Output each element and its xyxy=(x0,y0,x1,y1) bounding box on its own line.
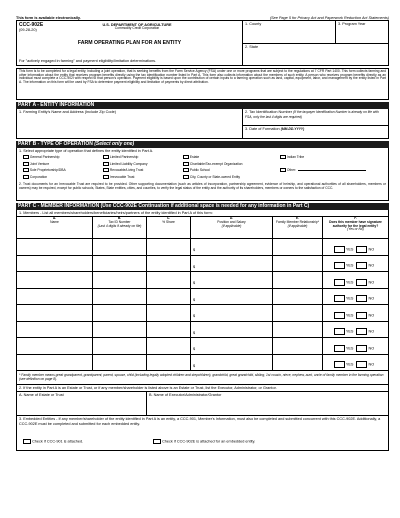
part-c-q2-block xyxy=(17,384,388,415)
no-option[interactable] xyxy=(356,295,374,302)
no-option-label: NO xyxy=(368,280,375,285)
checkbox-icon[interactable] xyxy=(356,295,367,302)
date-formation-label: 3. Date of Formation xyxy=(245,127,280,131)
checkbox-icon[interactable] xyxy=(356,262,367,269)
tax-id-field[interactable] xyxy=(243,109,388,126)
checkbox-icon[interactable] xyxy=(356,279,367,286)
member-family-cell[interactable] xyxy=(273,256,323,273)
date-formation-format: (MM-DD-YYYY) xyxy=(280,127,305,131)
member-rows xyxy=(17,239,388,371)
op-government-entity[interactable]: City, County or State-owned Entity xyxy=(183,175,273,182)
member-family-cell[interactable] xyxy=(273,322,323,339)
checkbox-icon[interactable] xyxy=(334,312,345,319)
member-name-cell[interactable] xyxy=(17,305,93,322)
member-table-header xyxy=(17,217,388,239)
part-b-subtitle: (Select only one) xyxy=(94,140,135,147)
yes-option[interactable] xyxy=(334,312,354,319)
checkbox-icon[interactable] xyxy=(356,361,367,368)
family-member-note: * Family member means great grandparent, grandparent, parent, spouse, child (including legally adopted children and stepchildren), grandchild, great grandchild, sibling, 1st cousin, niece, nephew, aunt, uncle of family member in the farming operation (see definition on page 8). xyxy=(19,373,384,381)
checkbox-icon[interactable] xyxy=(183,155,189,159)
salary-dollar-sign: $ xyxy=(193,363,196,368)
checkbox-icon[interactable] xyxy=(334,262,345,269)
op-general-partnership[interactable]: General Partnership xyxy=(23,155,93,162)
part-b-header xyxy=(16,141,389,148)
yes-option[interactable] xyxy=(334,246,354,253)
tax-id-label: 2. Tax Identification Number xyxy=(245,110,292,114)
header-right xyxy=(243,21,388,65)
yes-option[interactable] xyxy=(334,262,354,269)
member-name-cell[interactable] xyxy=(17,355,93,372)
member-tax-id-cell[interactable] xyxy=(93,322,147,339)
table-row xyxy=(17,338,388,355)
part-a-header: PART A - ENTITY INFORMATION xyxy=(16,102,389,109)
part-c-body xyxy=(16,210,389,451)
part-b-title: PART B - TYPE OF OPERATION xyxy=(18,140,93,147)
tax-id-note: (If the taxpayer Identification Number is already on file with FSA, only the last 4 digits are required) xyxy=(245,110,379,119)
checkbox-icon[interactable] xyxy=(334,246,345,253)
op-corporation[interactable]: Corporation xyxy=(23,175,93,182)
signature-authority-cell xyxy=(323,355,388,372)
member-table xyxy=(17,216,388,371)
member-name-cell[interactable] xyxy=(17,256,93,273)
checkbox-icon[interactable] xyxy=(334,361,345,368)
salary-dollar-sign: $ xyxy=(193,297,196,302)
member-family-cell[interactable] xyxy=(273,305,323,322)
salary-dollar-sign: $ xyxy=(193,330,196,335)
yes-option-label: YES xyxy=(345,346,354,351)
part-c-q1: 1. Members - List all members/shareholders/beneficiaries/heirs/partners of the entity identified in Part A of this form: xyxy=(19,211,213,215)
checkbox-icon[interactable] xyxy=(356,312,367,319)
intro-paragraph: This form is to be completed for a legal entity, including a joint operation, that is seeking benefits from the Farm Service Agency (FSA) under one or more programs that are subject to the regulations at 7 CFR Part 1400. This form collects farming and other information about the entity that receives program benefits directly using the tax identification number listed in Part A. This form also collects information about the members of such entity. A person who receives program benefits directly as an individual must complete a CCC-902I with respect to that person's operation. Payment eligibility is based upon the contribution of certain inputs to a farming operation such as land, capital, equipment, labor, and management by the entity listed in Part A. The information on this form will be used by FSA to determine payment eligibility and limitation of payments by direct attribution. xyxy=(16,68,389,100)
member-position-cell[interactable] xyxy=(191,289,273,306)
col-header-position: D. Position and Salary (If applicable) xyxy=(191,217,273,239)
header-note: For "actively engaged in farming" and payment eligibility/limitation determinations. xyxy=(19,59,157,63)
member-share-cell[interactable] xyxy=(147,289,191,306)
agency-name: U.S. DEPARTMENT OF AGRICULTURE xyxy=(102,22,172,27)
checkbox-icon[interactable] xyxy=(103,168,109,172)
member-tax-id-cell[interactable] xyxy=(93,355,147,372)
no-option-label: NO xyxy=(368,346,375,351)
checkbox-icon[interactable] xyxy=(23,162,29,166)
yes-option-label: YES xyxy=(345,362,354,367)
member-share-cell[interactable] xyxy=(147,272,191,289)
member-share-cell[interactable] xyxy=(147,305,191,322)
checkbox-icon[interactable] xyxy=(153,439,161,444)
no-option-label: NO xyxy=(368,263,375,268)
part-b-q1: 1. Select appropriate type of operation that defines the entity identified in Part A. xyxy=(19,149,154,153)
program-year-field[interactable]: 3. Program Year xyxy=(338,22,366,26)
county-field[interactable]: 1. County xyxy=(243,21,336,43)
checkbox-icon[interactable] xyxy=(183,162,189,166)
member-family-cell[interactable] xyxy=(273,338,323,355)
part-c-q3: 3. Embedded Entities - If any member/shareholder of the entity identified in Part A is an entity, a CCC-901, Member's Information, must also be completed and submitted concurrent with this CCC-902E. Additionally, a CCC-902E must be completed and submitted for each embedded entity. xyxy=(19,417,381,426)
checkbox-icon[interactable] xyxy=(334,295,345,302)
op-joint-venture[interactable]: Joint Venture xyxy=(23,162,93,169)
checkbox-icon[interactable] xyxy=(103,162,109,166)
no-option[interactable] xyxy=(356,361,374,368)
no-option[interactable] xyxy=(356,312,374,319)
checkbox-icon[interactable] xyxy=(356,246,367,253)
col-header-family: E. Family Member Relationship* (If applicable) xyxy=(273,217,323,239)
checkbox-icon[interactable] xyxy=(356,328,367,335)
member-position-cell[interactable] xyxy=(191,355,273,372)
no-option-label: NO xyxy=(368,329,375,334)
checkbox-icon[interactable] xyxy=(103,155,109,159)
yes-option[interactable] xyxy=(334,328,354,335)
header-left xyxy=(17,21,243,65)
operation-col-4 xyxy=(280,155,385,175)
member-position-cell[interactable] xyxy=(191,338,273,355)
part-a-body xyxy=(16,109,389,139)
checkbox-icon[interactable] xyxy=(23,175,29,179)
yes-option-label: YES xyxy=(345,263,354,268)
member-position-cell[interactable] xyxy=(191,272,273,289)
col-header-share: C. % Share xyxy=(147,217,191,239)
no-option-label: NO xyxy=(368,296,375,301)
yes-option[interactable] xyxy=(334,345,354,352)
no-option[interactable] xyxy=(356,262,374,269)
member-position-cell[interactable] xyxy=(191,305,273,322)
yes-option-label: YES xyxy=(345,280,354,285)
table-row xyxy=(17,305,388,322)
col-header-signature: F. Does this member have signature authority for the legal entity? (Yes or No) xyxy=(323,217,388,239)
salary-dollar-sign: $ xyxy=(193,314,196,319)
op-limited-partnership[interactable]: Limited Partnership xyxy=(103,155,173,162)
member-share-cell[interactable] xyxy=(147,322,191,339)
checkbox-icon[interactable] xyxy=(334,279,345,286)
signature-authority-cell xyxy=(323,239,388,256)
checkbox-icon[interactable] xyxy=(183,175,189,179)
member-tax-id-cell[interactable] xyxy=(93,305,147,322)
member-family-cell[interactable] xyxy=(273,289,323,306)
entity-name-address-field[interactable] xyxy=(17,109,243,138)
member-tax-id-cell[interactable] xyxy=(93,338,147,355)
entity-name-address-label: 1. Farming Entity's Name and Address (Include Zip Code) xyxy=(19,110,116,114)
executor-name-field[interactable]: B. Name of Executor/Administrator/Grantor xyxy=(149,392,222,397)
col-header-name: A. Name xyxy=(17,217,93,239)
salary-dollar-sign: $ xyxy=(193,347,196,352)
member-name-cell[interactable] xyxy=(17,322,93,339)
checkbox-icon[interactable] xyxy=(103,175,109,179)
ccc902e-attached-option[interactable]: Check if CCC-902E is attached for an embedded entity. xyxy=(153,439,255,444)
yes-option-label: YES xyxy=(345,329,354,334)
checkbox-icon[interactable] xyxy=(23,168,29,172)
member-position-cell[interactable] xyxy=(191,239,273,256)
checkbox-icon[interactable] xyxy=(356,345,367,352)
member-name-cell[interactable] xyxy=(17,272,93,289)
checkbox-icon[interactable] xyxy=(334,345,345,352)
member-family-cell[interactable] xyxy=(273,355,323,372)
table-row xyxy=(17,322,388,339)
signature-authority-cell xyxy=(323,322,388,339)
yes-option[interactable] xyxy=(334,295,354,302)
ccc901-attached-option[interactable]: Check if CCC-901 is attached. xyxy=(23,439,153,444)
yes-option-label: YES xyxy=(345,247,354,252)
member-name-cell[interactable] xyxy=(17,239,93,256)
no-option[interactable] xyxy=(356,328,374,335)
checkbox-icon[interactable] xyxy=(23,155,29,159)
signature-authority-cell xyxy=(323,272,388,289)
member-tax-id-cell[interactable] xyxy=(93,289,147,306)
operation-col-2 xyxy=(103,155,173,181)
yes-option-label: YES xyxy=(345,313,354,318)
salary-dollar-sign: $ xyxy=(193,264,196,269)
no-option[interactable] xyxy=(356,246,374,253)
table-row xyxy=(17,239,388,256)
other-text-field[interactable] xyxy=(298,170,366,171)
member-name-cell[interactable] xyxy=(17,338,93,355)
operation-col-3 xyxy=(183,155,273,181)
date-formation-field[interactable] xyxy=(243,126,388,138)
table-row xyxy=(17,256,388,273)
member-tax-id-cell[interactable] xyxy=(93,256,147,273)
yes-option[interactable] xyxy=(334,361,354,368)
member-share-cell[interactable] xyxy=(147,256,191,273)
part-c-q2: 2. If the entity in Part A is an Estate or Trust, or if any member/shareholder is listed above is an Estate or Trust, list the Executor, Administrator, or Grantor. xyxy=(19,386,277,390)
signature-authority-cell xyxy=(323,305,388,322)
part-c-header: PART C - MEMBER INFORMATION (Use CCC-902E Continuation if additional space is needed for any information in Part C) xyxy=(16,203,389,210)
signature-authority-cell xyxy=(323,256,388,273)
checkbox-icon[interactable] xyxy=(280,155,286,159)
member-family-cell[interactable] xyxy=(273,272,323,289)
part-b-q2: 2. Trust documents for an Irrevocable Trust are required to be provided. Other supporting documentation (such as articles of incorporation, partnership agreement, evidence of heirship, and operational authorities of all shareholders, members or owners) may be required, except for public schools, States, State entities, cities, and counties, to verify the legal status of the entity and the authority of its shareholders, members or owners to the satisfaction of CCC. xyxy=(19,182,386,190)
checkbox-icon[interactable] xyxy=(183,168,189,172)
form-page xyxy=(16,14,389,510)
op-other[interactable]: Other: xyxy=(280,168,385,175)
part-b-body xyxy=(16,148,389,201)
header-block xyxy=(16,20,389,66)
member-tax-id-cell[interactable] xyxy=(93,272,147,289)
table-row xyxy=(17,355,388,372)
no-option-label: NO xyxy=(368,362,375,367)
table-row xyxy=(17,272,388,289)
form-number: CCC-902E xyxy=(19,21,44,28)
op-indian-tribe[interactable]: Indian Tribe xyxy=(280,155,385,168)
op-estate[interactable]: Estate xyxy=(183,155,273,162)
salary-dollar-sign: $ xyxy=(193,281,196,286)
col-header-tax-id: B. Tax ID Number (Last 4 digits if already on file) xyxy=(93,217,147,239)
member-position-cell[interactable] xyxy=(191,256,273,273)
checkbox-icon[interactable] xyxy=(23,439,31,444)
part-c-q3-block xyxy=(17,415,388,444)
op-public-school[interactable]: Public School xyxy=(183,168,273,175)
yes-option[interactable] xyxy=(334,279,354,286)
op-irrevocable-trust[interactable]: Irrevocable Trust xyxy=(103,175,173,182)
member-name-cell[interactable] xyxy=(17,289,93,306)
member-family-cell[interactable] xyxy=(273,239,323,256)
signature-authority-cell xyxy=(323,289,388,306)
checkbox-icon[interactable] xyxy=(334,328,345,335)
salary-dollar-sign: $ xyxy=(193,248,196,253)
no-option-label: NO xyxy=(368,313,375,318)
member-share-cell[interactable] xyxy=(147,338,191,355)
available-electronically: This form is available electronically. xyxy=(16,15,81,20)
member-position-cell[interactable] xyxy=(191,322,273,339)
no-option[interactable] xyxy=(356,279,374,286)
member-tax-id-cell[interactable] xyxy=(93,239,147,256)
op-charitable[interactable]: Charitable/Tax-exempt Organization xyxy=(183,162,273,169)
op-revocable-trust[interactable]: Revocable/Living Trust xyxy=(103,168,173,175)
op-llc[interactable]: Limited Liability Company xyxy=(103,162,173,169)
operation-col-1 xyxy=(23,155,93,181)
no-option[interactable] xyxy=(356,345,374,352)
privacy-statement-note: (See Page 5 for Privacy Act and Paperwork Reduction Act Statements) xyxy=(269,15,389,20)
form-title: FARM OPERATING PLAN FOR AN ENTITY xyxy=(77,40,182,46)
no-option-label: NO xyxy=(368,247,375,252)
checkbox-icon[interactable] xyxy=(280,168,286,172)
table-row xyxy=(17,289,388,306)
member-share-cell[interactable] xyxy=(147,239,191,256)
member-share-cell[interactable] xyxy=(147,355,191,372)
yes-option-label: YES xyxy=(345,296,354,301)
form-date: (09-28-20) xyxy=(19,28,37,33)
estate-trust-name-field[interactable]: A. Name of Estate or Trust xyxy=(17,392,147,415)
signature-authority-cell xyxy=(323,338,388,355)
op-sole-proprietorship[interactable]: Sole Proprietorship/DBA xyxy=(23,168,93,175)
agency-sub: Commodity Credit Corporation xyxy=(114,25,160,30)
state-field[interactable]: 2. State xyxy=(245,45,259,49)
